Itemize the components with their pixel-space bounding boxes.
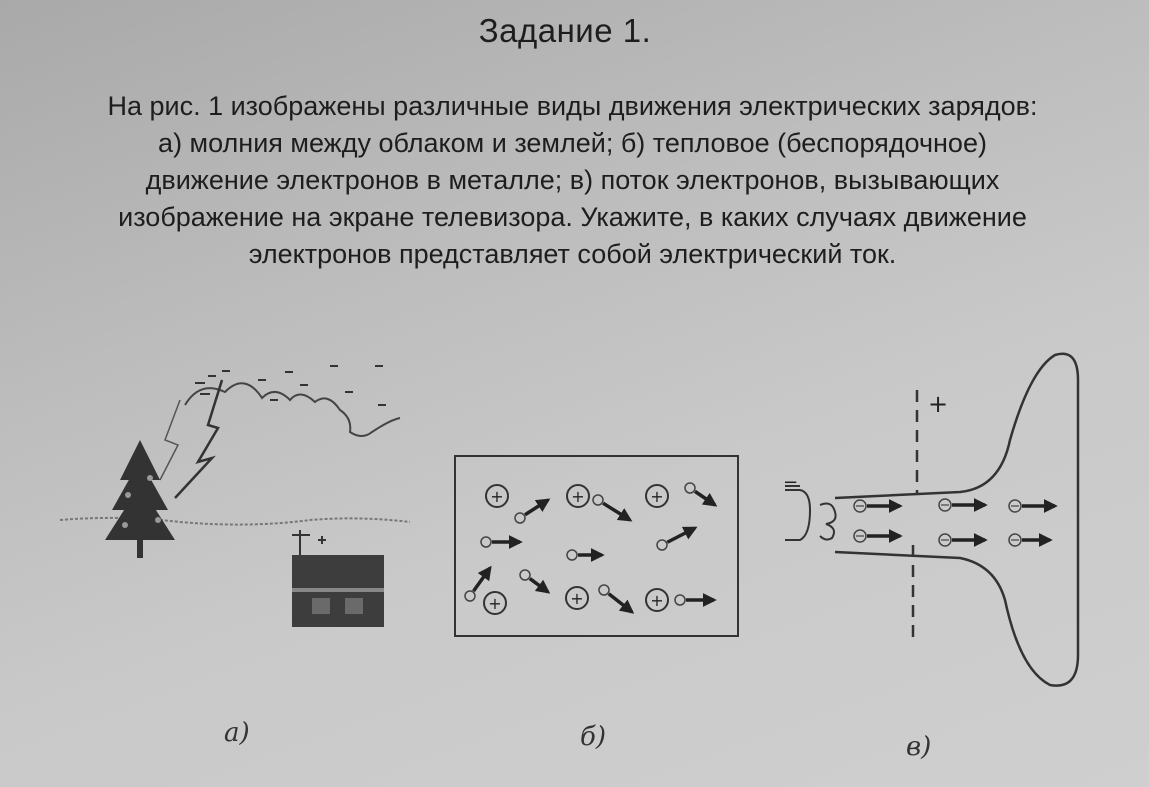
ion — [486, 485, 508, 507]
electron — [593, 495, 630, 520]
ion — [567, 485, 589, 507]
beam-electron — [1009, 534, 1050, 546]
beam-electron — [854, 500, 900, 512]
caption-b: б) — [580, 722, 607, 752]
electron — [567, 550, 602, 560]
tube-outline — [835, 354, 1078, 686]
figure-a-lightning — [60, 366, 410, 627]
beam-electron — [854, 530, 900, 542]
electron — [515, 500, 548, 523]
house — [292, 530, 384, 627]
minus-label: − — [783, 472, 799, 493]
svg-text:+: + — [570, 589, 584, 608]
beam-electron — [939, 499, 985, 511]
electron — [481, 537, 520, 547]
lightning-bolt — [175, 380, 222, 498]
ion — [566, 587, 588, 609]
caption-c: в) — [906, 732, 932, 762]
cathode-heater — [785, 490, 836, 540]
figure-c-tube — [783, 354, 1078, 686]
svg-text:+: + — [650, 591, 664, 610]
electron — [685, 483, 715, 505]
electron — [599, 585, 632, 612]
svg-text:+: + — [650, 487, 664, 506]
plus-label: + — [928, 390, 949, 418]
task-line-5: электронов представляет собой электрический ток. — [248, 239, 897, 269]
task-line-2: а) молния между облаком и землей; б) тепловое (беспорядочное) — [158, 128, 987, 158]
ground — [60, 518, 410, 525]
tree — [105, 440, 175, 558]
beam-electron — [1009, 500, 1055, 512]
task-line-3: движение электронов в металле; в) поток электронов, вызывающих — [145, 165, 1000, 195]
svg-text:+: + — [490, 487, 504, 506]
caption-a: а) — [224, 718, 250, 748]
electron — [657, 528, 695, 550]
electron — [675, 595, 714, 605]
electron — [520, 570, 548, 592]
task-line-1: На рис. 1 изображены различные виды движения электрических зарядов: — [107, 91, 1038, 121]
figure-b-metal — [455, 456, 738, 636]
ions — [484, 485, 668, 614]
task-line-4: изображение на экране телевизора. Укажите, в каких случаях движение — [118, 202, 1027, 232]
svg-text:+: + — [571, 487, 585, 506]
task-title: Задание 1. — [478, 12, 652, 49]
electron-beam — [854, 499, 1055, 546]
ion — [646, 485, 668, 507]
svg-text:+: + — [488, 594, 502, 613]
ion — [484, 592, 506, 614]
ion — [646, 589, 668, 611]
beam-electron — [939, 534, 985, 546]
